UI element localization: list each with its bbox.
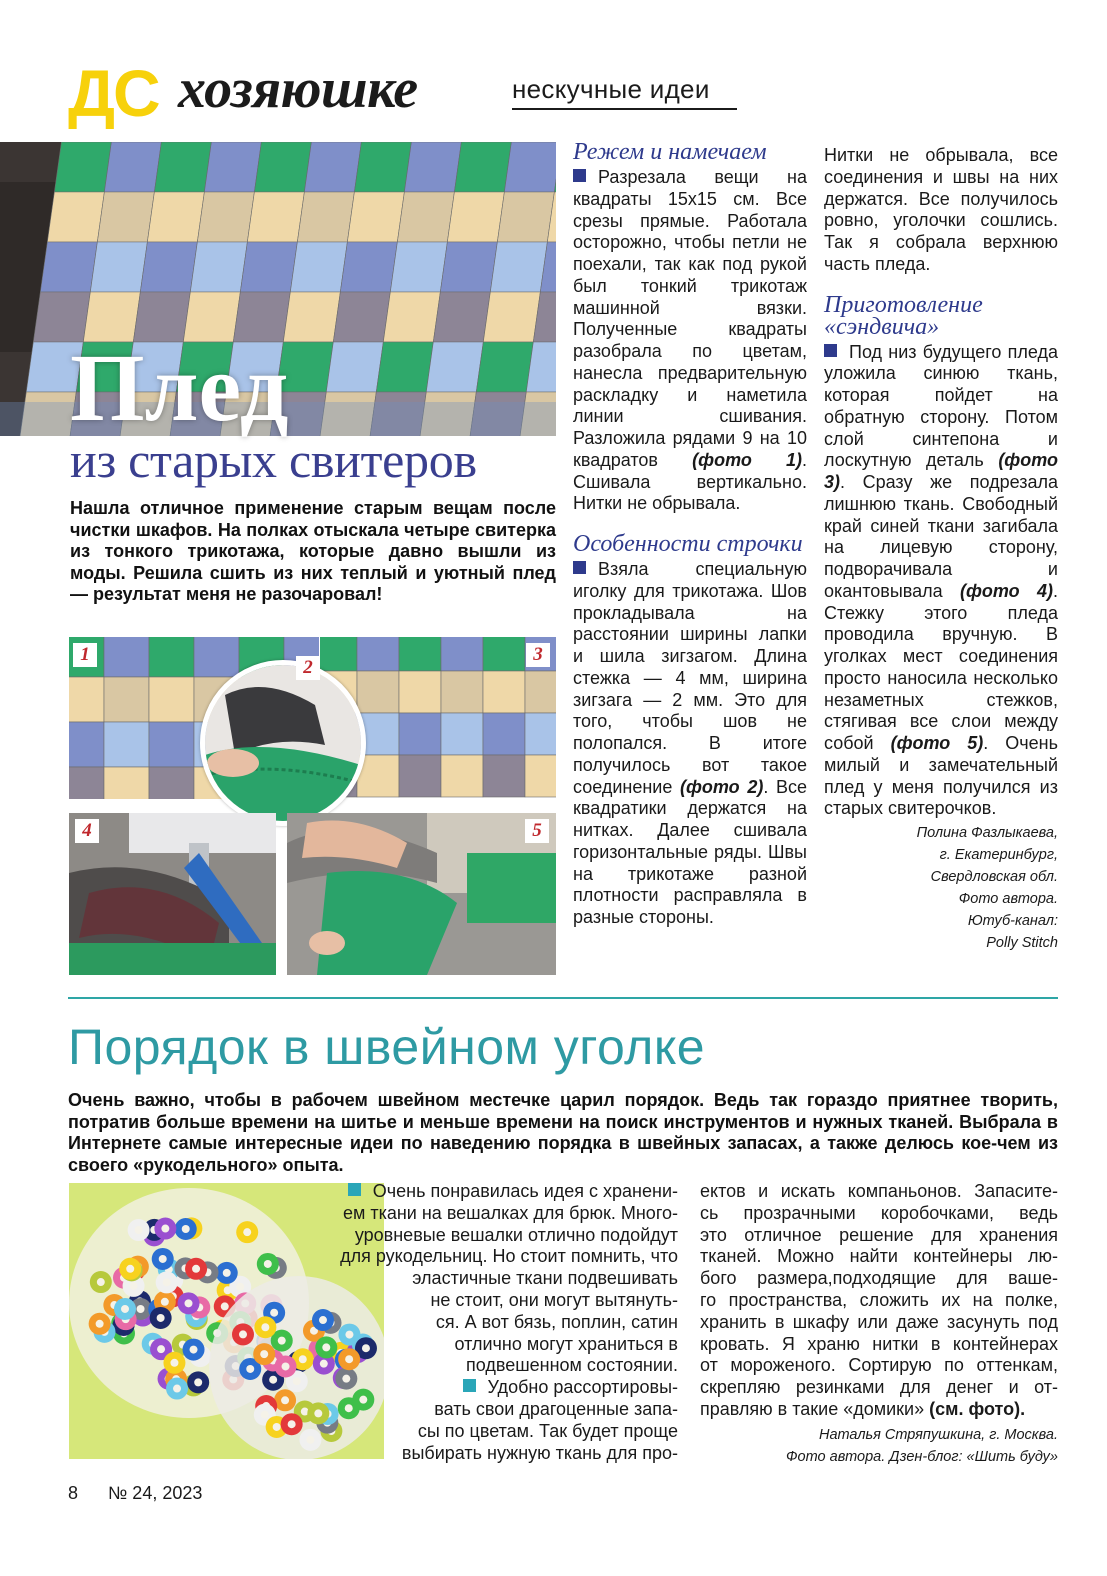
subheading-cutting: Режем и намечаем: [573, 139, 767, 165]
spool-hole: [161, 1298, 169, 1306]
spool-hole: [243, 1228, 251, 1236]
subheading-stitching: Особенности строчки: [573, 531, 803, 557]
text-line: от мороженого. Сортирую по оттенкам,: [700, 1355, 1058, 1376]
patch-square: [440, 242, 497, 292]
patch-square: [147, 192, 204, 242]
photo-4-sewing-machine: [69, 813, 276, 975]
square-bullet-icon: [573, 561, 586, 574]
spool-hole: [278, 1337, 286, 1345]
spool-hole: [96, 1320, 104, 1328]
spool-hole: [281, 1396, 289, 1404]
patch-square: [441, 637, 483, 671]
subheading-sandwich: Приготовление «сэндвича»: [824, 291, 983, 340]
patch-square: [104, 677, 149, 722]
patch-square: [483, 637, 525, 671]
patch-square: [104, 722, 149, 767]
text-line: правляю в такие «домики» (см. фото).: [700, 1398, 1026, 1419]
spool-hole: [190, 1346, 198, 1354]
square-bullet-icon: [463, 1379, 476, 1392]
page-number: 8: [68, 1483, 79, 1503]
spool-hole: [161, 1225, 169, 1233]
patch-square: [357, 637, 399, 671]
spool-hole: [163, 1278, 171, 1286]
paragraph-sandwich: Под низ будущего пледа уложила синюю ткань, которая пойдет на обратную сторону. Потом слой синтепона и лоскутную деталь (фото 3). Сразу же подрезала лишнюю ткань. Свободный край синей ткани загибала на лицевую сторону, подворачивала и окантовывала (фото 4). Стежку этого пледа проводила вручную. В уголках мест соединения просто наносила несколько незаметных стежков, стягивая все слои между собой (фото 5). Очень милый и замечательный плед у меня получился из старых свитерочков.: [824, 341, 1058, 819]
spool-hole: [223, 1269, 231, 1277]
patch-square: [525, 713, 556, 755]
text-line: кровать. Я храню нитки в контейнерах: [700, 1333, 1058, 1354]
spool-hole: [121, 1305, 129, 1313]
photo-ref-2: (фото 2): [680, 776, 764, 797]
photo-5-label: 5: [525, 819, 549, 843]
patch-square: [383, 292, 440, 342]
article2-signature: Наталья Стряпушкина, г. Москва. Фото автора. Дзен-блог: «Шить буду»: [786, 1426, 1058, 1465]
patch-square: [190, 242, 247, 292]
photo-5-hand-stitching: [287, 813, 556, 975]
spool-hole: [246, 1365, 254, 1373]
spool-hole: [184, 1299, 192, 1307]
text-line: отлично могут храниться в: [454, 1333, 678, 1354]
patch-square: [104, 142, 161, 192]
patch-square: [104, 637, 149, 677]
photo-2-seam-closeup: [200, 660, 366, 826]
text-line: сь прозрачными коробочками, ведь: [700, 1202, 1058, 1223]
square-bullet-icon: [348, 1183, 361, 1196]
spool-hole: [306, 1436, 314, 1444]
patch-square: [490, 242, 547, 292]
patch-square: [40, 242, 97, 292]
text-line: го пространства, сложить их на полке,: [700, 1289, 1058, 1310]
patch-square: [399, 637, 441, 671]
issue-number: № 24, 2023: [108, 1483, 203, 1503]
patch-square: [69, 677, 104, 722]
patch-square: [47, 192, 104, 242]
patch-square: [399, 713, 441, 755]
square-bullet-icon: [824, 344, 837, 357]
spool-hole: [192, 1265, 200, 1273]
text-line: ем ткани на вешалках для брюк. Много-: [342, 1202, 678, 1223]
section-divider: [68, 997, 1058, 999]
spool-hole: [299, 1355, 307, 1363]
text-line: скрепляю резинками для денег и от-: [700, 1377, 1058, 1398]
spool-hole: [173, 1385, 181, 1393]
patch-square: [140, 242, 197, 292]
text-line: уровневые вешалки отлично подойдут: [354, 1224, 678, 1245]
spool-hole: [182, 1225, 190, 1233]
patch-square: [240, 242, 297, 292]
section-logo-text: ДС: [68, 56, 159, 130]
article-subtitle: из старых свитеров: [70, 432, 477, 488]
spool-hole: [135, 1226, 143, 1234]
patch-square: [69, 722, 104, 767]
patch-square: [441, 671, 483, 713]
spool-hole: [293, 1377, 301, 1385]
text-line: бого размера,подходящие для ваше-: [700, 1268, 1058, 1289]
patch-square: [397, 192, 454, 242]
spool-hole: [157, 1345, 165, 1353]
text-line: Очень понравилась идея с хранени-: [318, 1181, 678, 1203]
patch-square: [97, 192, 154, 242]
spool-hole: [97, 1278, 105, 1286]
text-line: выбирать нужную ткань для про-: [401, 1442, 678, 1463]
article2-lead: Очень важно, чтобы в рабочем швейном местечке царил порядок. Ведь так гораздо приятнее творить, потратив больше времени на шитье и меньше времени на поиск инструментов и нужных тканей. Выбрала в Интернете самые интересные идеи по наведению порядка в швейных запасах, а также делюсь кое-чем из своего «рукодельного» опыта.: [68, 1090, 1058, 1175]
spool-hole: [137, 1305, 145, 1313]
patch-square: [149, 637, 194, 677]
photo-ref-3: (фото 3): [824, 450, 1058, 492]
text-line: подвешенном состоянии.: [465, 1355, 678, 1376]
spool-hole: [288, 1420, 296, 1428]
article-title: Плед: [70, 334, 289, 441]
patch-square: [354, 142, 411, 192]
article-column-3: [824, 145, 1058, 954]
text-line: для рукодельниц. Но стоит помнить, что: [340, 1246, 678, 1267]
spool-hole: [194, 1378, 202, 1386]
text-line: хранить в шкафу или даже засунуть под: [700, 1311, 1058, 1332]
article-lead: Нашла отличное применение старым вещам после чистки шкафов. На полках отыскала четыре свитерка из тонкого трикотажа, которые давно вышли из моды. Решила сшить из них теплый и уютный плед — результат меня не разочаровал!: [70, 498, 556, 605]
spool-hole: [260, 1350, 268, 1358]
text-line: сы по цветам. Так будет проще: [417, 1420, 678, 1441]
spool-hole: [130, 1282, 138, 1290]
patch-square: [483, 671, 525, 713]
article-column-2: [573, 141, 807, 929]
photo-2-label: 2: [296, 656, 320, 680]
patch-square: [390, 242, 447, 292]
text-line: Удобно рассортировы-: [318, 1377, 678, 1399]
spool-hole: [270, 1309, 278, 1317]
patch-square: [333, 292, 390, 342]
patch-square: [90, 242, 147, 292]
patch-square: [104, 767, 149, 799]
section-subtitle: нескучные идеи: [512, 74, 710, 104]
patch-square: [483, 292, 540, 342]
text-line: тканей. Можно найти контейнеры лю-: [700, 1246, 1058, 1267]
patch-square: [497, 192, 554, 242]
spool-hole: [126, 1265, 134, 1273]
patch-square: [326, 342, 383, 392]
photo-ref-see: (см. фото).: [929, 1398, 1026, 1419]
spool-hole: [239, 1330, 247, 1338]
text-line: вать свои драгоценные запа-: [434, 1398, 678, 1419]
patch-square: [54, 142, 111, 192]
patch-square: [483, 755, 525, 797]
photo-1-label: 1: [73, 643, 97, 667]
patch-square: [525, 755, 556, 797]
patch-square: [197, 192, 254, 242]
patch-square: [376, 342, 433, 392]
photo-3-label: 3: [526, 643, 550, 667]
spool-hole: [282, 1362, 290, 1370]
spool-hole: [264, 1260, 272, 1268]
photo-ref-5: (фото 5): [890, 733, 984, 753]
spool-hole: [236, 1283, 244, 1291]
patch-square: [149, 677, 194, 722]
patch-square: [399, 755, 441, 797]
patch-square: [347, 192, 404, 242]
patch-square: [194, 637, 239, 677]
photo-2-illustration: [205, 665, 361, 821]
paragraph-continuation: Нитки не обрывала, все соединения и швы на них держатся. Все получилось ровно, уголочки сошлись. Так я собрала верхнюю часть пледа.: [824, 145, 1058, 274]
patch-square: [340, 242, 397, 292]
paragraph-cutting: Разрезала вещи на квадраты 15х15 см. Все срезы прямые. Работала осторожно, чтобы петли не поехали, так как под рукой был тонкий трикотаж машинной вязки. Полученные квадраты разобрала по цветам, нанесла предварительную раскладку и наметила линии сшивания. Разложила рядами 9 на 10 квадратов (фото 1). Сшивала вертикально. Нитки не обрывала.: [573, 167, 807, 514]
patch-square: [525, 671, 556, 713]
text-line: эластичные ткани подвешивать: [412, 1268, 678, 1289]
spool-hole: [157, 1314, 165, 1322]
patch-square: [404, 142, 461, 192]
patch-square: [320, 637, 357, 671]
patch-square: [441, 755, 483, 797]
subtitle-underline: [512, 108, 737, 110]
section-title: хозяюшке: [178, 58, 418, 120]
photo-ref-4: (фото 4): [959, 580, 1053, 601]
spool-hole: [221, 1302, 229, 1310]
patch-square: [476, 342, 533, 392]
spool-hole: [273, 1423, 281, 1431]
spool-hole: [159, 1255, 167, 1263]
patch-square: [433, 292, 490, 342]
patch-square: [204, 142, 261, 192]
article2-title: Порядок в швейном уголке: [68, 1019, 706, 1075]
patch-square: [447, 192, 504, 242]
text-line: ся. А вот бязь, поплин, сатин: [435, 1311, 678, 1332]
patch-square: [154, 142, 211, 192]
spool-hole: [269, 1376, 277, 1384]
patch-square: [399, 671, 441, 713]
paragraph-stitching: Взяла специальную иголку для трикотажа. Шов прокладывала на расстоянии ширины лапки и шила зигзагом. Длина стежка — 4 мм, ширина зигзага — 2 мм. Это для того, чтобы шов не полопался. В итоге получилось вот такое соединение (фото 2). Все квадратики держатся на нитках. Далее сшивала горизонтальные ряды. Швы на трикотаже разной плотности расправляла в разные стороны.: [573, 559, 807, 927]
patch-square: [149, 767, 194, 799]
patch-square: [426, 342, 483, 392]
patch-square: [247, 192, 304, 242]
photo-ref-1: (фото 1): [692, 449, 802, 470]
square-bullet-icon: [573, 169, 586, 182]
patch-square: [297, 192, 354, 242]
article2-column-1: [318, 1181, 678, 1464]
photo-4-label: 4: [75, 819, 99, 843]
section-logo: [68, 56, 159, 130]
photo-4-illustration: [69, 813, 276, 975]
patch-square: [304, 142, 361, 192]
patch-square: [283, 292, 340, 342]
patch-square: [254, 142, 311, 192]
text-line: это отличное решение для хранения: [700, 1224, 1058, 1245]
spool-hole: [261, 1323, 269, 1331]
patch-square: [357, 671, 399, 713]
patch-square: [290, 242, 347, 292]
patch-square: [504, 142, 556, 192]
patch-square: [149, 722, 194, 767]
patch-square: [441, 713, 483, 755]
text-line: ектов и искать компаньонов. Запасите-: [700, 1181, 1058, 1201]
article2-column-2: [700, 1181, 1058, 1468]
patch-square: [483, 713, 525, 755]
author-signature: Полина Фазлыкаева, г. Екатеринбург, Свердловская обл. Фото автора. Ютуб-канал: Polly Stitch: [916, 825, 1058, 951]
patch-square: [69, 767, 104, 799]
spool-hole: [170, 1359, 178, 1367]
spool-hole: [261, 1411, 269, 1419]
patch-square: [454, 142, 511, 192]
photo-5-illustration: [287, 813, 556, 975]
text-line: не стоит, они могут вытянуть-: [430, 1289, 678, 1310]
